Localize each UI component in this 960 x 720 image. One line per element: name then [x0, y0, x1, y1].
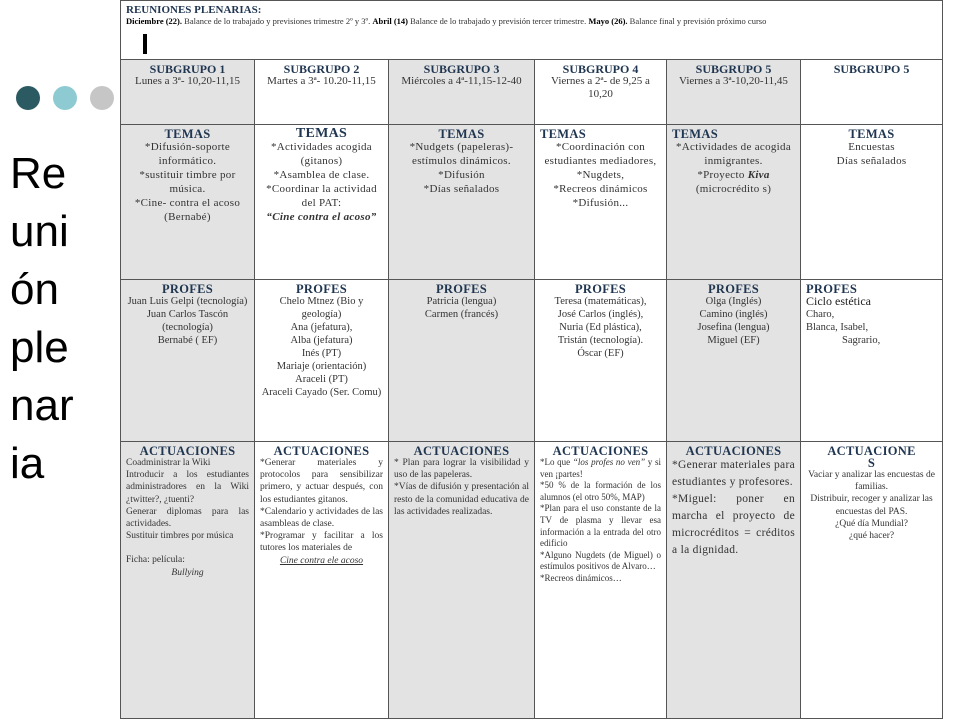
profe-item: Teresa (matemáticas), — [554, 296, 647, 307]
profe-item: Nuria (Ed plástica), — [559, 322, 642, 333]
actuaciones-cell — [389, 442, 535, 719]
temas-list — [394, 140, 529, 196]
actuacion-item: *Vías de difusión y presentación al resto de la comunidad educativa de las actividades realizadas. — [394, 482, 529, 517]
actuacion-item: *Lo que — [540, 457, 571, 467]
tema-item: *sustituir timbre por música. — [139, 169, 236, 195]
title-line: uni — [10, 207, 69, 256]
tema-item: Kiva — [747, 169, 770, 181]
profes-heading: PROFES — [707, 282, 760, 296]
profe-item: Sagrario, — [842, 335, 881, 346]
temas-cell — [255, 125, 389, 280]
subgroup-time: Viernes a 2ª- de 9,25 a 10,20 — [551, 75, 650, 100]
profe-item: Chelo Mtnez (Bio y geología) — [279, 296, 364, 320]
subgroup-cell — [801, 60, 943, 125]
date-april: Abril (14) — [372, 16, 409, 26]
actuacion-item: *Programar y facilitar a los tutores los materiales de — [260, 531, 383, 554]
tema-item: “Cine contra el acoso” — [266, 211, 377, 223]
title-line: ia — [10, 439, 45, 488]
actuacion-item: Sustituir timbres por música — [126, 531, 234, 542]
subgroup-cell — [535, 60, 667, 125]
profe-item: Alba (jefatura) — [290, 335, 353, 346]
profe-item: Camino (inglés) — [699, 309, 768, 320]
subgroup-time: Viernes a 3ª-10,20-11,45 — [679, 75, 788, 87]
actuacion-item: *Generar materiales para estudiantes y profesores. — [672, 459, 795, 488]
temas-cell — [121, 125, 255, 280]
temas-heading: TEMAS — [164, 127, 211, 141]
actuaciones-heading: ACTUACIONES — [139, 444, 236, 458]
grey-dot — [90, 86, 114, 110]
actuacion-item: * Plan para lograr la visibilidad y uso de las papeleras. — [394, 458, 529, 481]
temas-heading: TEMAS — [438, 127, 485, 141]
profes-list — [260, 295, 383, 399]
actuaciones-list — [394, 457, 529, 518]
temas-heading: TEMAS — [540, 127, 586, 141]
actuacion-item: Distribuir, recoger y analizar las encuestas del PAS. — [810, 494, 933, 517]
profe-item: Bernabé ( EF) — [157, 335, 218, 346]
temas-list — [806, 140, 937, 168]
actuacion-item: Ficha: película: — [126, 555, 185, 566]
plenary-header-cell — [121, 1, 943, 60]
slide-title — [10, 145, 110, 493]
profe-item: Araceli Cayado (Ser. Comu) — [261, 387, 382, 398]
actuaciones-heading — [806, 445, 937, 469]
profe-item: Ana (jefatura), — [290, 322, 353, 333]
profes-heading: PROFES — [161, 282, 214, 296]
actuacion-item: “los profes no ven” — [572, 457, 646, 467]
profe-item: José Carlos (inglés), — [557, 309, 644, 320]
plenary-table — [120, 0, 943, 719]
profes-list — [126, 295, 249, 347]
subgroup-name: SUBGRUPO 5 — [833, 62, 910, 76]
subgroup-time: Miércoles a 4ª-11,15-12-40 — [401, 75, 522, 87]
actuacion-item: *Generar materiales y protocolos para sensibilizar primero, y actuar después, con los estudiantes gitanos. — [260, 458, 383, 505]
temas-cell — [667, 125, 801, 280]
actuacion-item: *Recreos dinámicos… — [540, 572, 622, 583]
profes-cell — [255, 280, 389, 442]
profe-item: Araceli (PT) — [295, 374, 348, 385]
tema-item: *Proyecto — [697, 169, 745, 181]
tema-item: *Difusión... — [572, 197, 629, 209]
profe-item: Óscar (EF) — [577, 348, 624, 359]
profe-item: Inés (PT) — [301, 348, 342, 359]
actuacion-item: *Calendario y actividades de las asambleas de clase. — [260, 506, 383, 530]
actuacion-item: Cine contra ele acoso — [279, 555, 364, 566]
profe-item: Olga (Inglés) — [705, 296, 762, 307]
date-december: Diciembre (22). — [126, 16, 183, 26]
subgroup-cell — [389, 60, 535, 125]
tema-item: Días señalados — [836, 155, 907, 167]
profes-list — [672, 295, 795, 347]
tema-item: *Nugdets, — [576, 169, 625, 181]
subgroup-name: SUBGRUPO 3 — [423, 62, 500, 76]
profes-heading: PROFES — [295, 282, 348, 296]
profe-item: Juan Luis Gelpi (tecnología) — [127, 296, 248, 307]
actuacion-item: Introducir a los estudiantes administradores en la Wiki ¿twitter?, ¿tuenti? — [126, 470, 249, 505]
temas-list — [126, 140, 249, 224]
subgroup-name: SUBGRUPO 2 — [283, 62, 360, 76]
profe-item: Charo, — [806, 309, 835, 320]
tema-item: *Recreos dinámicos — [553, 183, 648, 195]
temas-cell — [801, 125, 943, 280]
profes-cell — [121, 280, 255, 442]
profes-heading: PROFES — [435, 282, 488, 296]
profes-cell — [535, 280, 667, 442]
april-text: Balance de lo trabajado y previsión tercer trimestre. — [408, 16, 589, 26]
actuaciones-cell — [667, 442, 801, 719]
tema-item: *Coordinación con estudiantes mediadores, — [544, 141, 657, 167]
actuacion-item: ¿qué hacer? — [848, 531, 895, 542]
tema-item: (microcrédito s) — [695, 183, 772, 195]
actuacion-item: *50 % de la formación de los alumnos (el otro 50%, MAP) — [540, 480, 661, 502]
actuacion-item: Generar diplomas para las actividades. — [126, 506, 249, 530]
title-line: nar — [10, 381, 74, 430]
tema-item: *Cine- contra el acoso — [134, 197, 241, 209]
actuaciones-list — [260, 457, 383, 567]
temas-heading: TEMAS — [672, 127, 718, 141]
tema-item: *Actividades de acogida inmigrantes. — [675, 141, 792, 167]
tema-item: *Difusión-soporte informático. — [144, 141, 231, 167]
tema-item: *Difusión — [438, 169, 485, 181]
temas-cell — [389, 125, 535, 280]
actuaciones-list — [806, 469, 937, 542]
temas-list — [540, 140, 661, 210]
actuacion-item: y si ven ¡partes! — [540, 457, 661, 479]
profe-item: Juan Carlos Tascón (tecnología) — [146, 309, 229, 333]
profe-item: Tristán (tecnología). — [557, 335, 644, 346]
profes-cell — [667, 280, 801, 442]
profe-item: Blanca, Isabel, — [806, 322, 869, 333]
tema-item: *Coordinar la actividad del PAT: — [266, 183, 377, 209]
actuaciones-list — [126, 457, 249, 579]
subgroup-name: SUBGRUPO 1 — [149, 62, 226, 76]
profe-item: Mariaje (orientación) — [276, 361, 367, 372]
profes-heading: PROFES — [806, 282, 858, 296]
profe-item: Ciclo estética — [806, 294, 871, 308]
actuaciones-heading: ACTUACIONES — [273, 444, 370, 458]
profe-item: Carmen (francés) — [424, 309, 499, 320]
actuaciones-cell — [535, 442, 667, 719]
actuacion-item: Bullying — [171, 567, 204, 578]
december-text: Balance de lo trabajado y previsiones trimestre 2º y 3º. — [182, 16, 373, 26]
subgroup-cell — [121, 60, 255, 125]
temas-list — [260, 140, 383, 224]
subgroup-name: SUBGRUPO 5 — [695, 62, 772, 76]
profe-item: Patricia (lengua) — [426, 296, 497, 307]
actuaciones-list — [672, 457, 795, 559]
profes-cell — [801, 280, 943, 442]
actuaciones-cell — [801, 442, 943, 719]
title-line: Re — [10, 149, 67, 198]
actuacion-item: *Alguno Nugdets (de Miguel) o estímulos positivos de Alvaro… — [540, 549, 661, 572]
profes-list — [806, 295, 937, 347]
subgroup-cell — [255, 60, 389, 125]
actuacion-item: Vaciar y analizar las encuestas de familias. — [808, 470, 935, 493]
subgroup-cell — [667, 60, 801, 125]
subgroup-time: Lunes a 3ª- 10,20-11,15 — [135, 75, 240, 87]
dark-teal-dot — [16, 86, 40, 110]
tema-item: *Asamblea de clase. — [273, 169, 370, 181]
subgroup-time: Martes a 3ª- 10.20-11,15 — [267, 75, 376, 87]
temas-heading: TEMAS — [848, 127, 895, 141]
actuaciones-cell — [121, 442, 255, 719]
subgroup-name: SUBGRUPO 4 — [562, 62, 639, 76]
actuacion-item: *Plan para el uso constante de la TV de plasma y llevar esa información a la entrada del otro edificio — [540, 503, 661, 549]
profe-item: Josefina (lengua) — [697, 322, 770, 333]
tema-item: (Bernabé) — [164, 211, 211, 223]
date-may: Mayo (26). — [588, 16, 628, 26]
actuaciones-list — [540, 457, 661, 585]
actuacion-item: Coadministrar la Wiki — [126, 458, 211, 468]
actuacion-item: ¿Qué día Mundial? — [835, 518, 908, 529]
actuaciones-heading: ACTUACIONES — [413, 444, 510, 458]
profes-list — [394, 295, 529, 321]
actuaciones-heading-part: ACTUACIONE — [827, 444, 916, 458]
temas-list — [672, 140, 795, 196]
actuaciones-cell — [255, 442, 389, 719]
profes-list — [540, 295, 661, 360]
tema-item: *Días señalados — [423, 183, 500, 195]
temas-heading: TEMAS — [295, 126, 348, 141]
decorative-dots — [16, 86, 114, 110]
actuacion-item: *Miguel: poner en marcha el proyecto de microcréditos = créditos a la dignidad. — [672, 493, 795, 556]
may-text: Balance final y previsión próximo curso — [627, 16, 767, 26]
tema-item: Encuestas — [848, 141, 895, 153]
tema-item: *Actividades acogida (gitanos) — [271, 141, 372, 167]
profe-item: Miguel (EF) — [707, 335, 760, 346]
profes-heading: PROFES — [574, 282, 627, 296]
temas-cell — [535, 125, 667, 280]
title-line: ple — [10, 323, 69, 372]
actuaciones-heading-part: S — [867, 456, 876, 470]
plenary-title: REUNIONES PLENARIAS: — [126, 4, 262, 16]
tema-item: *Nudgets (papeleras)-estímulos dinámicos. — [409, 141, 514, 167]
title-line: ón — [10, 265, 59, 314]
plenary-schedule — [126, 16, 937, 27]
profes-cell — [389, 280, 535, 442]
light-teal-dot — [53, 86, 77, 110]
actuaciones-heading: ACTUACIONES — [552, 444, 649, 458]
actuaciones-heading: ACTUACIONES — [685, 444, 782, 458]
